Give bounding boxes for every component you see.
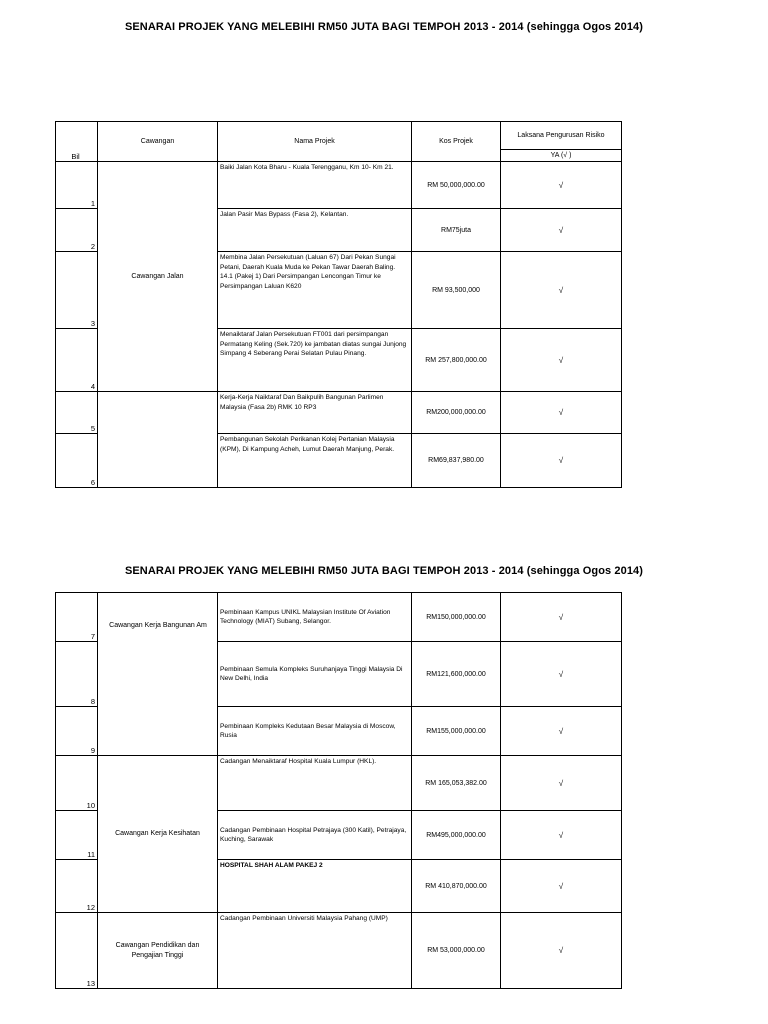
project-name: Pembinaan Kampus UNIKL Malaysian Institute Of Aviation Technology (MIAT) Subang, Selangor. [218, 593, 412, 642]
row-bil: 3 [56, 252, 98, 329]
row-bil: 10 [56, 756, 98, 811]
row-bil: 1 [56, 162, 98, 209]
header-laksana: Laksana Pengurusan Risiko [501, 122, 622, 150]
header-bil: Bil [56, 122, 98, 162]
header-cawangan: Cawangan [98, 122, 218, 162]
header-ya: YA (√ ) [501, 150, 622, 162]
table-row [56, 913, 622, 989]
page-title-1: SENARAI PROJEK YANG MELEBIHI RM50 JUTA BAGI TEMPOH 2013 - 2014 (sehingga Ogos 2014) [124, 21, 644, 33]
project-cost: RM 257,800,000.00 [412, 329, 501, 392]
project-table-2 [55, 592, 622, 989]
row-bil: 6 [56, 434, 98, 488]
header-kos-projek: Kos Projek [412, 122, 501, 162]
risk-check: √ [501, 860, 622, 913]
project-name: Cadangan Pembinaan Hospital Petrajaya (300 Katil), Petrajaya, Kuching, Sarawak [218, 811, 412, 860]
risk-check: √ [501, 209, 622, 252]
branch-kesihatan: Cawangan Kerja Kesihatan [98, 756, 218, 913]
project-cost: RM75juta [412, 209, 501, 252]
project-cost: RM121,600,000.00 [412, 642, 501, 707]
project-table-1 [55, 121, 622, 488]
row-bil: 2 [56, 209, 98, 252]
risk-check: √ [501, 811, 622, 860]
branch-empty [98, 392, 218, 488]
project-name: Baiki Jalan Kota Bharu - Kuala Terengganu, Km 10- Km 21. [218, 162, 412, 209]
table-row [56, 593, 622, 642]
risk-check: √ [501, 707, 622, 756]
page-title-2: SENARAI PROJEK YANG MELEBIHI RM50 JUTA BAGI TEMPOH 2013 - 2014 (sehingga Ogos 2014) [124, 565, 644, 577]
risk-check: √ [501, 252, 622, 329]
project-name: Pembangunan Sekolah Perikanan Kolej Pertanian Malaysia (KPM), Di Kampung Acheh, Lumut Daerah Manjung, Perak. [218, 434, 412, 488]
project-cost: RM69,837,980.00 [412, 434, 501, 488]
branch-pendidikan: Cawangan Pendidikan dan Pengajian Tinggi [98, 913, 218, 989]
row-bil: 8 [56, 642, 98, 707]
row-bil: 4 [56, 329, 98, 392]
project-name: Kerja-Kerja Naiktaraf Dan Baikpulih Bangunan Parlimen Malaysia (Fasa 2b) RMK 10 RP3 [218, 392, 412, 434]
table-row [56, 162, 622, 209]
project-name: Membina Jalan Persekutuan (Laluan 67) Dari Pekan Sungai Petani, Daerah Kuala Muda ke Pekan Tawar Daerah Baling. 14.1 (Pakej 1) Dari Persimpangan Lencongan Timur ke Persimpangan Laluan K620 [218, 252, 412, 329]
project-name: Cadangan Menaiktaraf Hospital Kuala Lumpur (HKL). [218, 756, 412, 811]
header-nama-projek: Nama Projek [218, 122, 412, 162]
project-name: Menaiktaraf Jalan Persekutuan FT001 dari persimpangan Permatang Keling (Sek.720) ke jambatan diatas sungai Junjong Simpang 4 Seberang Perai Selatan Pulau Pinang. [218, 329, 412, 392]
project-cost: RM150,000,000.00 [412, 593, 501, 642]
project-cost: RM 93,500,000 [412, 252, 501, 329]
risk-check: √ [501, 329, 622, 392]
risk-check: √ [501, 913, 622, 989]
project-name: Pembinaan Semula Kompleks Suruhanjaya Tinggi Malaysia Di New Delhi, India [218, 642, 412, 707]
branch-bangunan-am: Cawangan Kerja Bangunan Am [98, 593, 218, 756]
project-name: Cadangan Pembinaan Universiti Malaysia Pahang (UMP) [218, 913, 412, 989]
project-cost: RM 165,053,382.00 [412, 756, 501, 811]
row-bil: 5 [56, 392, 98, 434]
row-bil: 7 [56, 593, 98, 642]
risk-check: √ [501, 593, 622, 642]
project-cost: RM200,000,000.00 [412, 392, 501, 434]
row-bil: 9 [56, 707, 98, 756]
project-cost: RM 50,000,000.00 [412, 162, 501, 209]
table-row [56, 392, 622, 434]
table-row [56, 756, 622, 811]
row-bil: 11 [56, 811, 98, 860]
project-cost: RM 53,000,000.00 [412, 913, 501, 989]
risk-check: √ [501, 756, 622, 811]
risk-check: √ [501, 392, 622, 434]
branch-jalan: Cawangan Jalan [98, 162, 218, 392]
project-name: HOSPITAL SHAH ALAM PAKEJ 2 [218, 860, 412, 913]
project-cost: RM155,000,000.00 [412, 707, 501, 756]
project-name: Pembinaan Kompleks Kedutaan Besar Malaysia di Moscow, Rusia [218, 707, 412, 756]
risk-check: √ [501, 434, 622, 488]
project-cost: RM495,000,000.00 [412, 811, 501, 860]
risk-check: √ [501, 162, 622, 209]
row-bil: 12 [56, 860, 98, 913]
project-cost: RM 410,870,000.00 [412, 860, 501, 913]
risk-check: √ [501, 642, 622, 707]
row-bil: 13 [56, 913, 98, 989]
project-name: Jalan Pasir Mas Bypass (Fasa 2), Kelantan. [218, 209, 412, 252]
